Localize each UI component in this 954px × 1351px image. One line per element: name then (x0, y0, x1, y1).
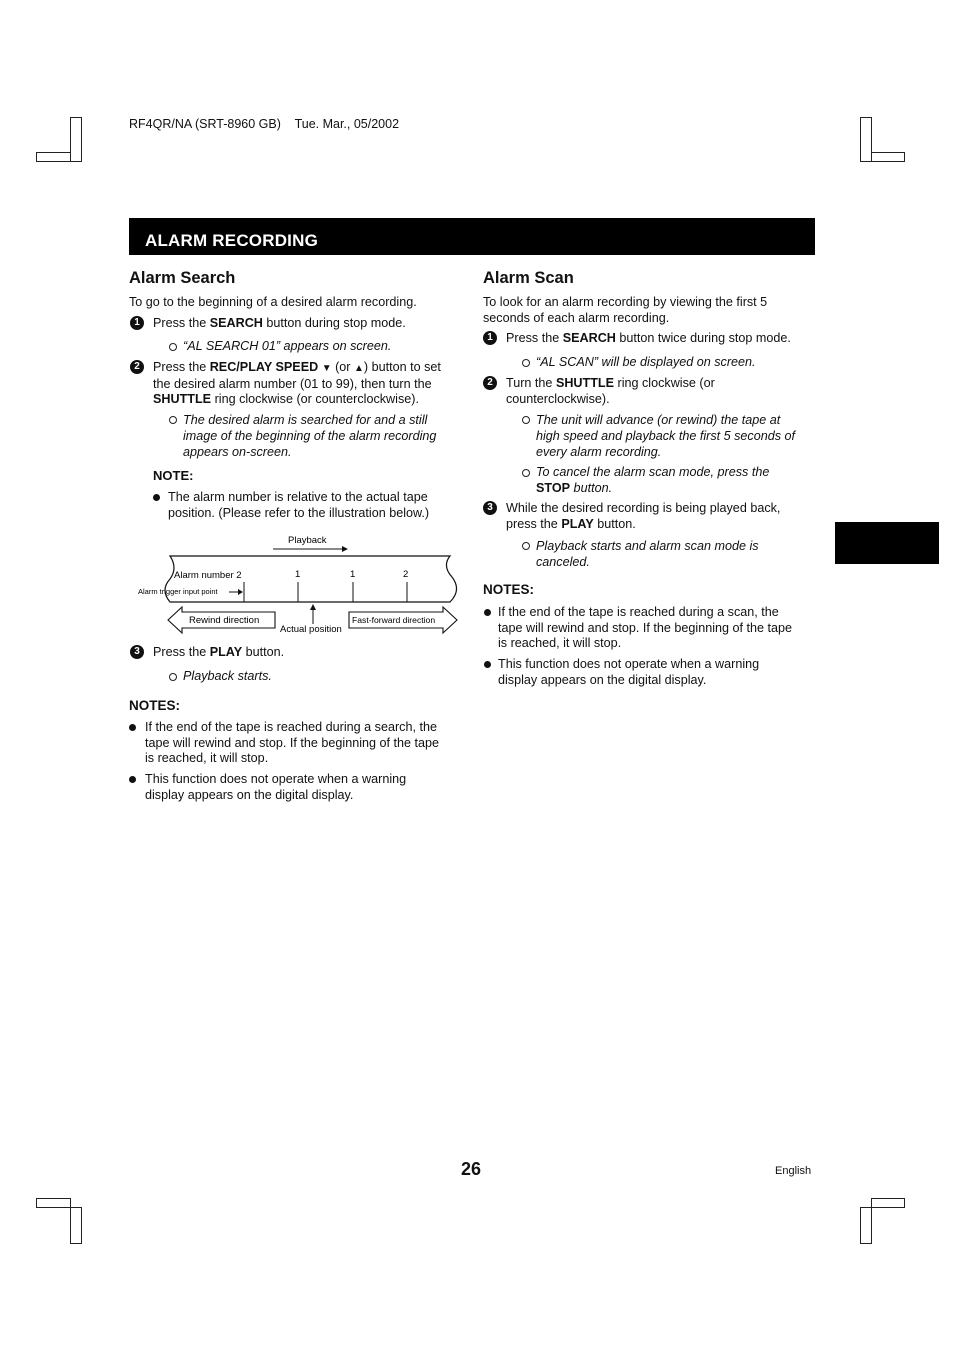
alarm-search-intro: To go to the beginning of a desired alarm recording. (129, 295, 417, 309)
step-result: “AL SCAN” will be displayed on screen. (536, 355, 756, 369)
result-circle-icon (169, 343, 177, 351)
step-result: The unit will advance (or rewind) the tape at high speed and playback the first 5 seconds of every alarm recording. (536, 413, 796, 459)
crop-mark-bottom-left-h (36, 1198, 71, 1208)
document-header: RF4QR/NA (SRT-8960 GB) Tue. Mar., 05/2002 (129, 117, 400, 131)
crop-mark-top-right-h (871, 152, 905, 162)
result-circle-icon (522, 416, 530, 424)
note-text: If the end of the tape is reached during a search, the tape will rewind and stop. If the beginning of the tape is reached, it will stop. (145, 720, 440, 765)
bullet-icon (484, 609, 491, 616)
step-number: 2 (483, 376, 497, 390)
crop-mark-bottom-right-h (871, 1198, 905, 1208)
note-text: The alarm number is relative to the actual tape position. (Please refer to the illustration below.) (168, 490, 430, 520)
marker-label: 1 (350, 569, 356, 580)
step-result: The desired alarm is searched for and a still image of the beginning of the alarm recording appears on-screen. (183, 413, 437, 459)
up-triangle-icon: ▲ (354, 363, 364, 374)
playback-label: Playback (288, 535, 327, 546)
step-text: Press the REC/PLAY SPEED ▼ (or ▲) button to set the desired alarm number (01 to 99), then turn the SHUTTLE ring clockwise (or counterclockwise). (153, 360, 441, 406)
notes-heading: NOTES: (129, 698, 181, 713)
bullet-icon (484, 661, 491, 668)
result-circle-icon (522, 542, 530, 550)
marker-label: 1 (295, 569, 301, 580)
side-tab-marker (835, 522, 939, 564)
actual-position-label: Actual position (280, 624, 342, 635)
rewind-label: Rewind direction (189, 615, 260, 626)
crop-mark-top-left-h (36, 152, 71, 162)
bullet-icon (129, 776, 136, 783)
note-text: This function does not operate when a warning display appears on the digital display. (498, 657, 760, 687)
result-circle-icon (169, 416, 177, 424)
section-title: ALARM RECORDING (145, 231, 318, 250)
page-number: 26 (461, 1159, 482, 1179)
note-text: This function does not operate when a warning display appears on the digital display. (145, 772, 407, 802)
bullet-icon (129, 724, 136, 731)
step-number: 2 (130, 360, 144, 374)
result-circle-icon (522, 359, 530, 367)
down-triangle-icon: ▼ (321, 363, 332, 374)
result-circle-icon (169, 673, 177, 681)
marker-label: 2 (403, 569, 409, 580)
tape-position-diagram (130, 530, 465, 640)
step-result: Playback starts and alarm scan mode is canceled. (536, 539, 759, 569)
result-circle-icon (522, 469, 530, 477)
step-text: Press the PLAY button. (153, 645, 285, 659)
language-label: English (775, 1165, 812, 1177)
step-number: 3 (130, 645, 144, 659)
step-number: 1 (130, 316, 144, 330)
crop-mark-top-left-v (70, 117, 82, 162)
step-text: Press the SEARCH button twice during stop mode. (506, 331, 791, 345)
ff-label: Fast-forward direction (352, 615, 436, 625)
step-text: Press the SEARCH button during stop mode. (153, 316, 406, 330)
alarm-scan-intro: To look for an alarm recording by viewing the first 5 seconds of each alarm recording. (483, 295, 768, 325)
crop-mark-bottom-left-v (70, 1207, 82, 1244)
alarm-number-label: Alarm number 2 (174, 570, 242, 581)
step-text: Turn the SHUTTLE ring clockwise (or counterclockwise). (506, 376, 715, 406)
alarm-search-heading: Alarm Search (129, 269, 236, 287)
bullet-icon (153, 494, 160, 501)
note-text: If the end of the tape is reached during a scan, the tape will rewind and stop. If the beginning of the tape is reached, it will stop. (498, 605, 793, 650)
step-number: 1 (483, 331, 497, 345)
step-result: “AL SEARCH 01” appears on screen. (183, 339, 392, 353)
step-number: 3 (483, 501, 497, 515)
trigger-label: Alarm trigger input point (138, 587, 218, 596)
alarm-scan-heading: Alarm Scan (483, 269, 574, 287)
step-result: To cancel the alarm scan mode, press the STOP button. (536, 465, 770, 495)
note-heading: NOTE: (153, 468, 194, 483)
step-text: While the desired recording is being played back, press the PLAY button. (506, 501, 781, 531)
notes-heading: NOTES: (483, 582, 535, 597)
step-result: Playback starts. (183, 669, 272, 683)
crop-mark-bottom-right-v (860, 1207, 872, 1244)
